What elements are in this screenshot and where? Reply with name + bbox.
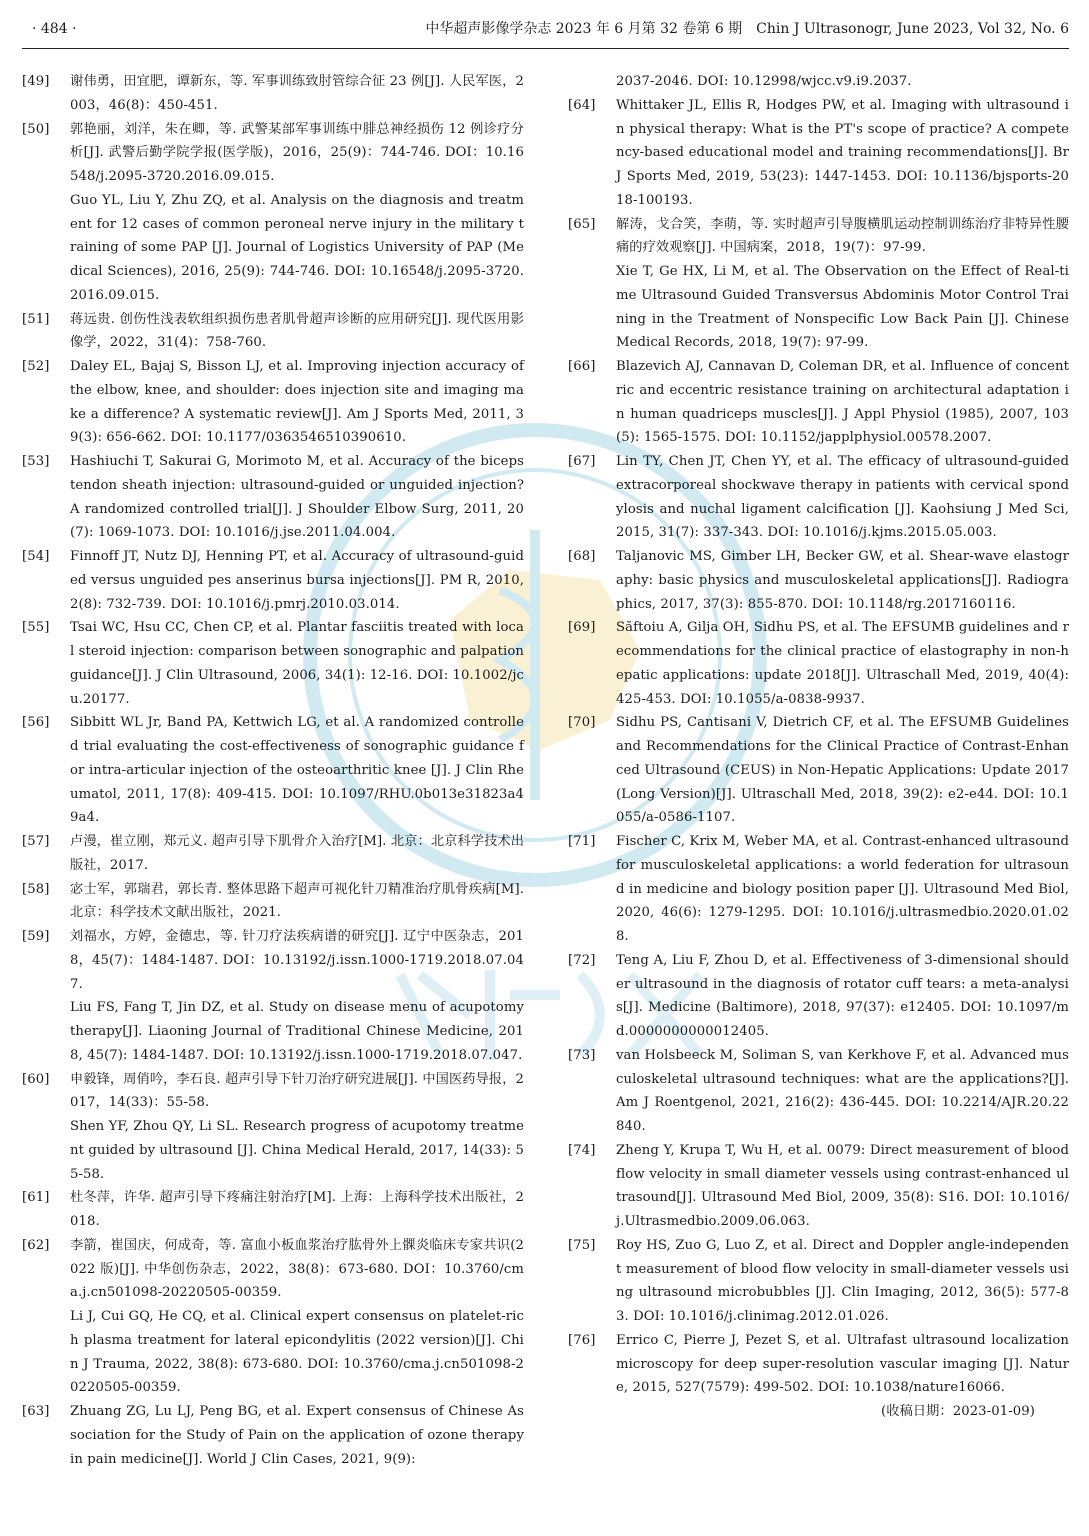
reference-entry <box>568 70 1069 94</box>
reference-text: 2037-2046. DOI: 10.12998/wjcc.v9.i9.2037. <box>616 74 912 89</box>
reference-text: Zheng Y, Krupa T, Wu H, et al. 0079: Direct measurement of blood flow velocity in small diameter vessels using contrast-enhanced ultrasound[J]. Ultrasound Med Biol, 2009, 35(8): S16. DOI: 10.1016/j.Ultrasmedbio.2009.06.063. <box>616 1142 1069 1229</box>
reference-entry <box>568 450 1069 545</box>
reference-entry <box>568 1044 1069 1139</box>
reference-text: Daley EL, Bajaj S, Bisson LJ, et al. Improving injection accuracy of the elbow, knee, and shoulder: does injection site and imaging make a difference? A systematic review[J]. Am J Sports Med, 2011, 39(3): 656-662. DOI: 10.1177/0363546510390610. <box>70 359 524 446</box>
journal-citation-line: 中华超声影像学杂志 2023 年 6 月第 32 卷第 6 期 Chin J Ultrasonogr, June 2023, Vol 32, No. 6 <box>425 21 1069 37</box>
reference-entry <box>22 355 524 450</box>
running-header <box>22 14 1069 49</box>
reference-text: 郭艳丽，刘洋，朱在卿，等. 武警某部军事训练中腓总神经损伤 12 例诊疗分析[J]. 武警后勤学院学报(医学版)，2016，25(9)：744-746. DOI：10.16548/j.2095-3720.2016.09.015. <box>70 121 524 184</box>
reference-number: [62] <box>22 1237 50 1253</box>
reference-text: Sibbitt WL Jr, Band PA, Kettwich LG, et al. A randomized controlled trial evaluating the cost-effectiveness of sonographic guidance for intra-articular injection of the osteoarthritic knee [J]. J Clin Rheumatol, 2011, 17(8): 409-415. DOI: 10.1097/RHU.0b013e31823a49a4. <box>70 715 524 826</box>
reference-text: 申毅锋，周俏吟，李石良. 超声引导下针刀治疗研究进展[J]. 中国医药导报，2017，14(33)：55-58. <box>70 1071 524 1111</box>
reference-entry <box>568 355 1069 450</box>
reference-entry <box>568 1234 1069 1329</box>
reference-text: 解涛，戈合笑，李萌，等. 实时超声引导腹横肌运动控制训练治疗非特异性腰痛的疗效观察[J]. 中国病案，2018，19(7)：97-99. <box>616 216 1069 256</box>
reference-number: [68] <box>568 549 596 564</box>
reference-number: [49] <box>22 74 50 89</box>
reference-number: [57] <box>22 834 50 849</box>
reference-text: Lin TY, Chen JT, Chen YY, et al. The efficacy of ultrasound-guided extracorporeal shockwave therapy in patients with cervical spondylosis and nuchal ligament calcification [J]. Kaohsiung J Med Sci, 2015, 31(7): 337-343. DOI: 10.1016/j.kjms.2015.05.003. <box>616 454 1069 541</box>
reference-text: Roy HS, Zuo G, Luo Z, et al. Direct and Doppler angle-independent measurement of blood flow velocity in small-diameter vessels using ultrasound microbubbles [J]. Clin Imaging, 2012, 36(5): 577-83. DOI: 10.1016/j.clinimag.2012.01.026. <box>616 1237 1069 1324</box>
reference-number: [70] <box>568 715 596 731</box>
reference-number: [75] <box>568 1237 596 1253</box>
received-date: (收稿日期：2023-01-09) <box>881 1404 1035 1419</box>
reference-number: [54] <box>22 549 50 564</box>
reference-number: [69] <box>568 620 596 636</box>
reference-text: Fischer C, Krix M, Weber MA, et al. Contrast-enhanced ultrasound for musculoskeletal applications: a world federation for ultrasound in medicine and biology position paper [J]. Ultrasound Med Biol, 2020, 46(6): 1279-1295. DOI: 10.1016/j.ultrasmedbio.2020.01.028. <box>616 834 1069 944</box>
reference-text: Săftoiu A, Gilja OH, Sidhu PS, et al. The EFSUMB guidelines and recommendations for the clinical practice of elastography in non-hepatic applications: update 2018[J]. Ultraschall Med, 2019, 40(4): 425-453. DOI: 10.1055/a-0838-9937. <box>616 620 1069 707</box>
reference-number: [51] <box>22 311 50 327</box>
reference-entry <box>568 1329 1069 1400</box>
reference-entry <box>22 1400 524 1471</box>
reference-text: 刘福水，方婷，金德忠，等. 针刀疗法疾病谱的研究[J]. 辽宁中医杂志，2018，45(7)：1484-1487. DOI：10.13192/j.issn.1000-1719.2018.07.047. <box>70 929 524 992</box>
reference-entry <box>22 70 524 118</box>
reference-entry <box>568 94 1069 213</box>
reference-text: 李箭，崔国庆，何成奇，等. 富血小板血浆治疗肱骨外上髁炎临床专家共识(2022 版)[J]. 中华创伤杂志，2022，38(8)：673-680. DOI：10.3760/cma.j.cn501098-20220505-00359. <box>70 1237 524 1301</box>
reference-entry <box>22 118 524 308</box>
reference-entry <box>22 830 524 878</box>
page-number: · 484 · <box>32 21 77 37</box>
reference-number: [76] <box>568 1332 596 1348</box>
reference-number: [53] <box>22 454 50 469</box>
reference-number: [71] <box>568 834 596 849</box>
reference-column-right <box>568 70 1069 1424</box>
reference-text: Sidhu PS, Cantisani V, Dietrich CF, et al. The EFSUMB Guidelines and Recommendations for the Clinical Practice of Contrast-Enhanced Ultrasound (CEUS) in Non-Hepatic Applications: Update 2017 (Long Version)[J]. Ultraschall Med, 2018, 39(2): e2-e44. DOI: 10.1055/a-0586-1107. <box>616 715 1069 826</box>
reference-text: 杜冬萍，许华. 超声引导下疼痛注射治疗[M]. 上海：上海科学技术出版社，2018. <box>70 1190 524 1229</box>
reference-text: Blazevich AJ, Cannavan D, Coleman DR, et al. Influence of concentric and eccentric resistance training on architectural adaptation in human quadriceps muscles[J]. J Appl Physiol (1985), 2007, 103(5): 1565-1575. DOI: 10.1152/japplphysiol.00578.2007. <box>616 359 1070 446</box>
reference-text: 蒋远贵. 创伤性浅表软组织损伤患者肌骨超声诊断的应用研究[J]. 现代医用影像学，2022，31(4)：758-760. <box>70 311 524 351</box>
reference-text: 卢漫，崔立刚，郑元义. 超声引导下肌骨介入治疗[M]. 北京：北京科学技术出版社，2017. <box>70 834 524 873</box>
reference-entry <box>568 213 1069 356</box>
reference-number: [61] <box>22 1190 50 1206</box>
reference-text: Errico C, Pierre J, Pezet S, et al. Ultrafast ultrasound localization microscopy for deep super-resolution vascular imaging [J]. Nature, 2015, 527(7579): 499-502. DOI: 10.1038/nature16066. <box>616 1332 1069 1396</box>
reference-entry <box>22 1234 524 1400</box>
reference-text: van Holsbeeck M, Soliman S, van Kerkhove F, et al. Advanced musculoskeletal ultrasound techniques: what are the applications?[J]. Am J Roentgenol, 2021, 216(2): 436-445. DOI: 10.2214/AJR.20.22840. <box>616 1047 1069 1134</box>
reference-text: 谢伟勇，田宜肥，谭新东，等. 军事训练致肘管综合征 23 例[J]. 人民军医，2003，46(8)：450-451. <box>70 74 524 113</box>
reference-number: [63] <box>22 1404 50 1419</box>
reference-text: Shen YF, Zhou QY, Li SL. Research progress of acupotomy treatment guided by ultrasound [J]. China Medical Herald, 2017, 14(33): 55-58. <box>70 1119 524 1182</box>
reference-text: Guo YL, Liu Y, Zhu ZQ, et al. Analysis on the diagnosis and treatment for 12 cases of common peroneal nerve injury in the military training of some PAP [J]. Journal of Logistics University of PAP (Medical Sciences), 2016, 25(9): 744-746. DOI: 10.16548/j.2095-3720.2016.09.015. <box>70 192 524 303</box>
reference-entry <box>22 545 524 616</box>
reference-number: [60] <box>22 1071 50 1087</box>
reference-number: [66] <box>568 359 596 374</box>
reference-number: [67] <box>568 454 596 469</box>
reference-text: Xie T, Ge HX, Li M, et al. The Observation on the Effect of Real-time Ultrasound Guided Transversus Abdominis Motor Control Training in the Treatment of Nonspecific Low Back Pain [J]. Chinese Medical Records, 2018, 19(7): 97-99. <box>616 264 1069 351</box>
reference-entry <box>22 1068 524 1187</box>
reference-text: Liu FS, Fang T, Jin DZ, et al. Study on disease menu of acupotomy therapy[J]. Liaoning Journal of Traditional Chinese Medicine, 2018, 45(7): 1484-1487. DOI: 10.13192/j.issn.1000-1719.2018.07.047. <box>70 1000 524 1063</box>
reference-number: [64] <box>568 97 596 113</box>
reference-text: Zhuang ZG, Lu LJ, Peng BG, et al. Expert consensus of Chinese Association for the Study of Pain on the application of ozone therapy in pain medicine[J]. World J Clin Cases, 2021, 9(9): <box>70 1404 524 1467</box>
reference-entry <box>568 830 1069 949</box>
reference-number: [50] <box>22 121 50 137</box>
reference-number: [52] <box>22 359 50 374</box>
reference-entry <box>568 616 1069 711</box>
reference-text: 宓士军，郭瑞君，郭长青. 整体思路下超声可视化针刀精准治疗肌骨疾病[M]. 北京：科学技术文献出版社，2021. <box>70 881 524 921</box>
reference-text: Hashiuchi T, Sakurai G, Morimoto M, et al. Accuracy of the biceps tendon sheath injection: ultrasound-guided or unguided injection? A randomized controlled trial[J]. J Shoulder Elbow Surg, 2011, 20(7): 1069-1073. DOI: 10.1016/j.jse.2011.04.004. <box>70 454 524 541</box>
reference-number: [74] <box>568 1142 596 1158</box>
reference-text: Finnoff JT, Nutz DJ, Henning PT, et al. Accuracy of ultrasound-guided versus unguided pes anserinus bursa injections[J]. PM R, 2010, 2(8): 732-739. DOI: 10.1016/j.pmrj.2010.03.014. <box>70 549 524 612</box>
reference-text: Tsai WC, Hsu CC, Chen CP, et al. Plantar fasciitis treated with local steroid injection: comparison between sonographic and palpation guidance[J]. J Clin Ultrasound, 2006, 34(1): 12-16. DOI: 10.1002/jcu.20177. <box>70 620 524 707</box>
reference-entry <box>568 949 1069 1044</box>
reference-entry <box>22 925 524 1068</box>
reference-number: [73] <box>568 1047 596 1063</box>
reference-text: Whittaker JL, Ellis R, Hodges PW, et al. Imaging with ultrasound in physical therapy: What is the PT's scope of practice? A competency-based educational model and training recommendations[J]. Br J Sports Med, 2019, 53(23): 1447-1453. DOI: 10.1136/bjsports-2018-100193. <box>616 97 1069 208</box>
reference-entry <box>22 308 524 356</box>
reference-number: [56] <box>22 715 50 731</box>
reference-entry <box>22 711 524 830</box>
reference-text: Taljanovic MS, Gimber LH, Becker GW, et al. Shear-wave elastography: basic physics and musculoskeletal applications[J]. Radiographics, 2017, 37(3): 855-870. DOI: 10.1148/rg.2017160116. <box>616 549 1069 612</box>
reference-entry <box>568 545 1069 616</box>
reference-number: [55] <box>22 620 50 636</box>
reference-entry <box>22 1186 524 1234</box>
reference-number: [72] <box>568 952 596 968</box>
reference-number: [59] <box>22 929 50 944</box>
reference-entry <box>568 1139 1069 1234</box>
reference-entry <box>568 711 1069 830</box>
reference-entry <box>22 616 524 711</box>
reference-entry <box>22 878 524 926</box>
reference-column-left <box>22 70 524 1471</box>
reference-number: [65] <box>568 216 596 232</box>
reference-entry <box>22 450 524 545</box>
reference-text: Li J, Cui GQ, He CQ, et al. Clinical expert consensus on platelet-rich plasma treatment for lateral epicondylitis (2022 version)[J]. Chin J Trauma, 2022, 38(8): 673-680. DOI: 10.3760/cma.j.cn501098-20220505-00359. <box>70 1309 524 1396</box>
reference-text: Teng A, Liu F, Zhou D, et al. Effectiveness of 3-dimensional shoulder ultrasound in the diagnosis of rotator cuff tears: a meta-analysis[J]. Medicine (Baltimore), 2018, 97(37): e12405. DOI: 10.1097/md.0000000000012405. <box>616 952 1069 1039</box>
reference-number: [58] <box>22 881 50 897</box>
